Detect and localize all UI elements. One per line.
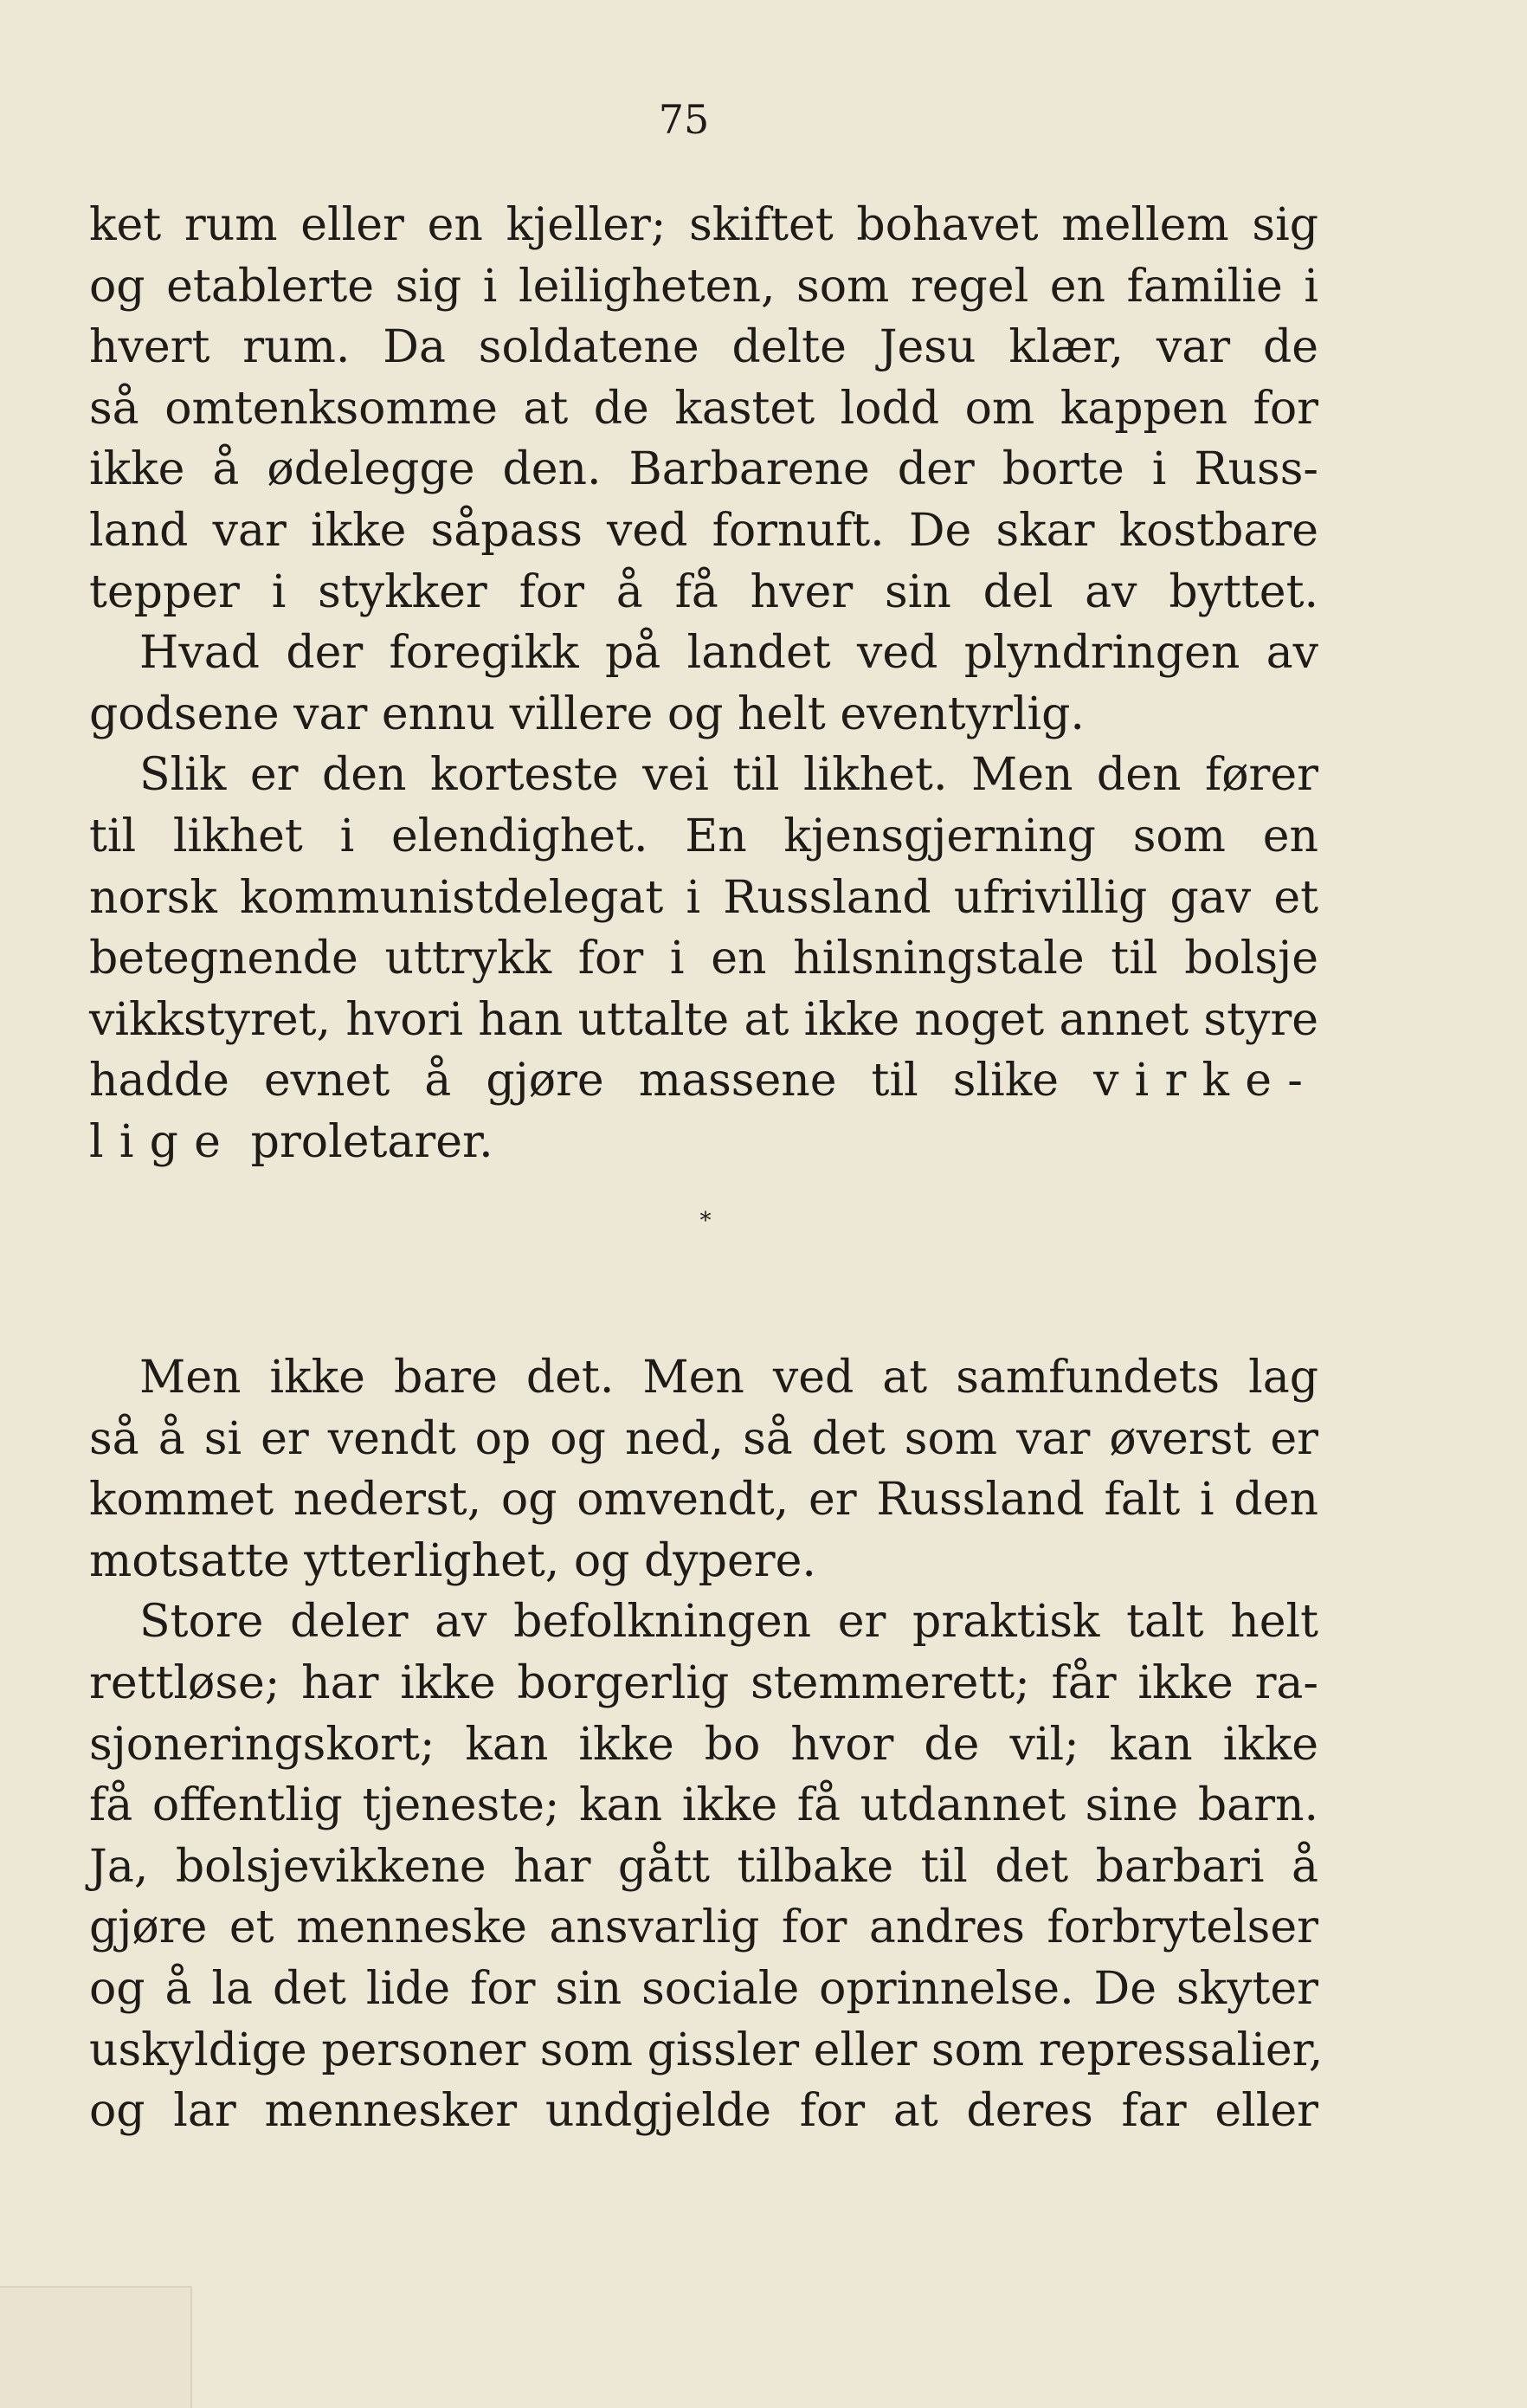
text-line: vikkstyret, hvori han uttalte at ikke noget annet styre	[89, 993, 1318, 1046]
text-line: så å si er vendt op og ned, så det som var øverst er	[89, 1412, 1318, 1465]
text-line: kommet nederst, og omvendt, er Russland falt i den	[89, 1474, 1318, 1527]
text-line: tepper i stykker for å få hver sin del av byttet.	[89, 565, 1318, 618]
spaced-emphasis-text: lige	[89, 1115, 237, 1168]
text-line: hvert rum. Da soldatene delte Jesu klær, var de	[89, 321, 1318, 374]
text-line: rettløse; har ikke borgerlig stemmerett; får ikke ra-	[89, 1656, 1318, 1709]
page-number: 75	[658, 96, 710, 143]
scan-corner-mark	[0, 2286, 192, 2408]
text-line: ikke å ødelegge den. Barbarene der borte i Russ-	[89, 443, 1318, 496]
text-line: få offentlig tjeneste; kan ikke få utdannet sine barn.	[89, 1779, 1318, 1832]
paragraph-block-2	[89, 1347, 1324, 2142]
text-line: og etablerte sig i leiligheten, som regel en familie i	[89, 260, 1318, 313]
text-line: godsene var ennu villere og helt eventyrlig.	[89, 688, 1085, 740]
section-separator: *	[699, 1208, 712, 1234]
text-line: Hvad der foregikk på landet ved plyndringen av	[139, 627, 1318, 680]
text-line: land var ikke såpass ved fornuft. De skar kostbare	[89, 504, 1318, 557]
text-line: ket rum eller en kjeller; skiftet bohavet mellem sig	[89, 199, 1318, 251]
text-line: motsatte ytterlighet, og dypere.	[89, 1534, 816, 1587]
text-line: Men ikke bare det. Men ved at samfundets lag	[139, 1352, 1318, 1404]
paragraph-block-1	[89, 195, 1318, 1173]
text-line-with-emphasis	[89, 1050, 1318, 1112]
text-line: Slik er den korteste vei til likhet. Men den fører	[139, 749, 1318, 802]
text-segment: hadde evnet å gjøre massene til slike	[89, 1055, 1059, 1107]
text-line: så omtenksomme at de kastet lodd om kappen for	[89, 382, 1318, 435]
text-line: Store deler av befolkningen er praktisk talt helt	[139, 1596, 1318, 1649]
text-line: gjøre et menneske ansvarlig for andres forbrytelser	[89, 1901, 1318, 1954]
text-line-with-emphasis	[89, 1112, 1318, 1173]
text-line: og lar mennesker undgjelde for at deres far eller	[89, 2085, 1318, 2138]
text-segment: proletarer.	[236, 1115, 493, 1168]
text-line: sjoneringskort; kan ikke bo hvor de vil; kan ikke	[89, 1718, 1318, 1771]
text-line: Ja, bolsjevikkene har gått tilbake til det barbari å	[89, 1840, 1318, 1893]
text-line: og å la det lide for sin sociale oprinnelse. De skyter	[89, 1962, 1318, 2015]
text-line: norsk kommunistdelegat i Russland ufrivillig gav et	[89, 871, 1318, 924]
text-line: betegnende uttrykk for i en hilsningstale til bolsje	[89, 933, 1318, 985]
text-line: uskyldige personer som gissler eller som repressalier,	[89, 2024, 1324, 2076]
spaced-emphasis-text: virke-	[1093, 1055, 1318, 1107]
text-line: til likhet i elendighet. En kjensgjerning som en	[89, 810, 1318, 862]
